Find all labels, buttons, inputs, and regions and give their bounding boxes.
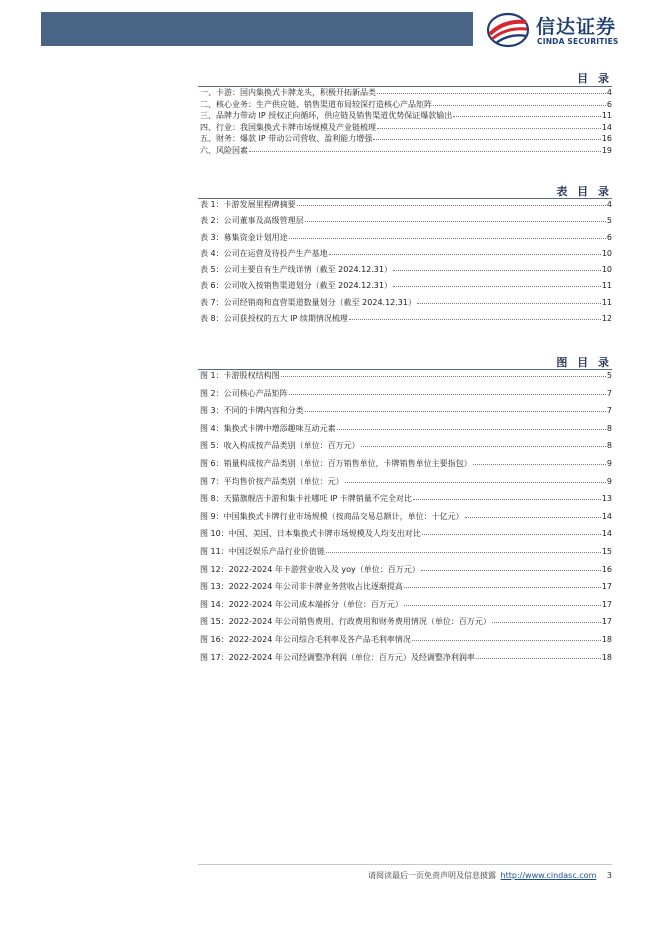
dot-leader — [305, 411, 606, 412]
entry-page-number: 4 — [606, 88, 612, 97]
dot-leader — [289, 394, 606, 395]
entry-page-number: 11 — [601, 111, 612, 120]
entry-page-number: 18 — [601, 652, 612, 662]
toc-divider — [198, 86, 612, 87]
dot-leader — [433, 105, 606, 106]
company-logo — [486, 10, 636, 50]
dot-leader — [421, 570, 601, 571]
tables-divider — [198, 198, 612, 199]
dot-leader — [417, 303, 601, 304]
toc-entry[interactable] — [200, 315, 612, 331]
entry-page-number: 5 — [606, 216, 612, 226]
entry-label: 图 7：平均售价按产品类别（单位：元） — [200, 476, 344, 486]
toc-entry[interactable] — [200, 147, 612, 159]
dot-leader — [337, 429, 606, 430]
toc-entry[interactable] — [200, 513, 612, 531]
entry-label: 四、行业：我国集换式卡牌市场规模及产业链梳理 — [200, 122, 376, 132]
cinda-logo-icon — [486, 12, 530, 48]
toc-entry[interactable] — [200, 425, 612, 443]
toc-entry[interactable] — [200, 299, 612, 315]
toc-list — [200, 89, 612, 158]
entry-label: 图 4：集换式卡牌中增添趣味互动元素 — [200, 423, 336, 433]
dot-leader — [476, 658, 601, 659]
toc-entry[interactable] — [200, 201, 612, 217]
dot-leader — [361, 446, 606, 447]
toc-entry[interactable] — [200, 217, 612, 233]
entry-label: 图 10：中国、美国、日本集换式卡牌市场规模及人均支出对比 — [200, 529, 421, 539]
toc-entry[interactable] — [200, 601, 612, 619]
dot-leader — [297, 205, 606, 206]
entry-page-number: 12 — [601, 314, 612, 324]
entry-label: 三、品牌力带动 IP 授权正向循环，供应链及销售渠道优势保证爆款输出 — [200, 111, 453, 120]
dot-leader — [453, 116, 601, 117]
entry-label: 五、财务：爆款 IP 带动公司营收、盈利能力增强 — [200, 134, 373, 143]
figures-list — [200, 372, 612, 671]
dot-leader — [492, 622, 601, 623]
dot-leader — [377, 128, 601, 129]
entry-label: 图 15：2022-2024 年公司销售费用、行政费用和财务费用情况（单位：百万元） — [200, 617, 491, 627]
entry-page-number: 16 — [601, 564, 612, 574]
entry-label: 图 5：收入构成按产品类别（单位：百万元） — [200, 441, 360, 451]
entry-label: 表 6：公司收入按销售渠道划分（截至 2024.12.31） — [200, 281, 392, 291]
entry-page-number: 17 — [601, 599, 612, 609]
entry-page-number: 5 — [606, 371, 612, 380]
dot-leader — [349, 319, 601, 320]
logo-chinese-name: 信达证券 — [536, 16, 617, 38]
entry-page-number: 16 — [601, 134, 612, 143]
dot-leader — [281, 376, 606, 377]
entry-page-number: 13 — [601, 494, 612, 504]
figures-title: 图 目 录 — [556, 356, 612, 369]
entry-label: 图 11：中国泛娱乐产品行业价值链 — [200, 546, 325, 556]
dot-leader — [329, 254, 601, 255]
entry-label: 图 14：2022-2024 年公司成本端拆分（单位：百万元） — [200, 599, 403, 609]
entry-page-number: 17 — [601, 617, 612, 627]
dot-leader — [404, 587, 601, 588]
entry-page-number: 14 — [601, 511, 612, 521]
dot-leader — [373, 139, 601, 140]
toc-entry[interactable] — [200, 566, 612, 584]
entry-label: 表 8：公司获授权的五大 IP 续期情况梳理 — [200, 314, 348, 324]
entry-label: 图 6：销量构成按产品类别（单位：百万销售单位，卡牌销售单位主要指包） — [200, 458, 472, 468]
entry-label: 一、卡游：国内集换式卡牌龙头，积极开拓新品类 — [200, 88, 376, 97]
dot-leader — [345, 482, 606, 483]
toc-entry[interactable] — [200, 390, 612, 408]
entry-label: 表 5：公司主要自有生产线详情（截至 2024.12.31） — [200, 265, 392, 275]
figures-divider — [198, 369, 612, 370]
entry-page-number: 8 — [606, 423, 612, 433]
dot-leader — [404, 605, 601, 606]
entry-label: 图 17：2022-2024 年公司经调整净利润（单位：百万元）及经调整净利润率 — [200, 652, 475, 662]
toc-entry[interactable] — [200, 407, 612, 425]
entry-page-number: 18 — [601, 634, 612, 644]
entry-label: 表 7：公司经销商和直营渠道数量划分（截至 2024.12.31） — [200, 297, 416, 307]
entry-page-number: 17 — [601, 582, 612, 592]
entry-label: 表 3：募集资金计划用途 — [200, 232, 288, 242]
dot-leader — [377, 93, 606, 94]
dot-leader — [305, 221, 606, 222]
entry-page-number: 11 — [601, 297, 612, 307]
toc-entry[interactable] — [200, 618, 612, 636]
tables-title: 表 目 录 — [556, 185, 612, 198]
entry-page-number: 11 — [601, 281, 612, 291]
entry-label: 图 9：中国集换式卡牌行业市场规模（按商品交易总额计，单位：十亿元） — [200, 511, 464, 521]
footer-disclaimer: 请阅读最后一页免责声明及信息披露 — [368, 871, 496, 880]
toc-entry[interactable] — [200, 548, 612, 566]
entry-page-number: 6 — [606, 232, 612, 242]
dot-leader — [393, 286, 601, 287]
tables-list — [200, 201, 612, 331]
entry-label: 表 4：公司在运营及待投产生产基地 — [200, 248, 328, 258]
dot-leader — [473, 464, 606, 465]
dot-leader — [413, 499, 601, 500]
logo-english-name: CINDA SECURITIES — [537, 37, 619, 46]
dot-leader — [249, 151, 601, 152]
entry-label: 图 3：不同的卡牌内容和分类 — [200, 406, 304, 416]
entry-page-number: 14 — [601, 122, 612, 132]
entry-page-number: 7 — [606, 406, 612, 416]
footer-url-link[interactable]: http://www.cindasc.com — [500, 871, 597, 880]
dot-leader — [422, 534, 601, 535]
entry-page-number: 15 — [601, 546, 612, 556]
page-number: 3 — [606, 871, 612, 880]
toc-entry[interactable] — [200, 583, 612, 601]
toc-entry[interactable] — [200, 250, 612, 266]
toc-entry[interactable] — [200, 495, 612, 513]
dot-leader — [465, 517, 601, 518]
entry-label: 图 12：2022-2024 年卡游营业收入及 yoy（单位：百万元） — [200, 564, 420, 574]
entry-label: 图 16：2022-2024 年公司综合毛利率及各产品毛利率情况 — [200, 634, 411, 644]
toc-entry[interactable] — [200, 530, 612, 548]
entry-page-number: 10 — [601, 248, 612, 258]
entry-label: 图 1：卡游股权结构图 — [200, 371, 280, 380]
entry-page-number: 9 — [606, 476, 612, 486]
toc-entry[interactable] — [200, 89, 612, 101]
entry-label: 六、风险因素 — [200, 145, 248, 155]
toc-entry[interactable] — [200, 234, 612, 250]
toc-entry[interactable] — [200, 654, 612, 672]
dot-leader — [289, 238, 606, 239]
entry-label: 表 2：公司董事及高级管理层 — [200, 216, 304, 226]
header-bar — [41, 12, 473, 46]
dot-leader — [412, 640, 601, 641]
toc-entry[interactable] — [200, 112, 612, 124]
toc-entry[interactable] — [200, 478, 612, 496]
toc-entry[interactable] — [200, 636, 612, 654]
entry-label: 图 2：公司核心产品矩阵 — [200, 388, 288, 398]
entry-page-number: 14 — [601, 529, 612, 539]
entry-label: 图 8：天猫旗舰店卡游和集卡社哪吒 IP 卡牌销量不完全对比 — [200, 494, 412, 504]
entry-label: 二、核心业务：生产供应链、销售渠道布局较深打造核心产品矩阵 — [200, 99, 432, 109]
entry-page-number: 7 — [606, 388, 612, 398]
dot-leader — [393, 270, 601, 271]
toc-entry[interactable] — [200, 442, 612, 460]
entry-page-number: 9 — [606, 458, 612, 468]
entry-label: 表 1：卡游发展里程碑摘要 — [200, 200, 296, 209]
toc-entry[interactable] — [200, 372, 612, 390]
entry-page-number: 19 — [601, 145, 612, 155]
dot-leader — [326, 552, 601, 553]
footer-divider — [198, 864, 612, 865]
entry-label: 图 13：2022-2024 年公司非卡牌业务营收占比逐渐提高 — [200, 582, 403, 592]
toc-title: 目 录 — [577, 72, 612, 85]
entry-page-number: 4 — [606, 200, 612, 209]
toc-entry[interactable] — [200, 135, 612, 147]
toc-entry[interactable] — [200, 282, 612, 298]
entry-page-number: 8 — [606, 441, 612, 451]
toc-entry[interactable] — [200, 460, 612, 478]
entry-page-number: 6 — [606, 99, 612, 109]
page-footer — [368, 870, 612, 881]
entry-page-number: 10 — [601, 265, 612, 275]
